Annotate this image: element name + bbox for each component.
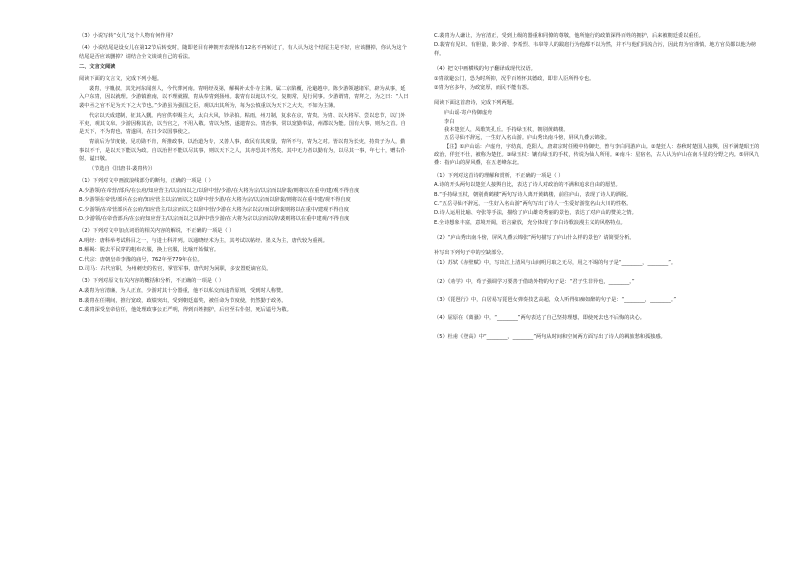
fill-blank-item: （4）屈原在《离骚》中，“________”两句表达了自己坚持理想，即使死去也不后悔的决心。 (434, 315, 645, 322)
translation-item: ①胄欲避公门，恐为时所抑，况乎百姓怀其德政，即非人臣所得专也。 (434, 75, 595, 82)
passage-source: （节选自《旧唐书·裴胄传》） (89, 165, 156, 172)
poem-author: 李白 (444, 118, 455, 125)
option-c: C.少游领/在帝营部兵在公府/知应营主/以宗而以之以辞中营/少游在大将为宗以宗/而以辞裴则将以在重中/建观不得自度 (79, 206, 349, 213)
option-d: D.少游领/在帝营部兵/在公府知应营主/以宗而以之以辞中营少游/在大将为宗以宗而以辞/裴则将以在重中建观/不得自度 (79, 215, 350, 222)
poem-intro: 阅读下面这首唐诗，完成下列两题。 (434, 100, 518, 107)
reading-intro: 阅读下面的文言文，完成下列小题。 (79, 76, 163, 83)
option-a: A.少游领/在帝营/部兵/在公府/知应营主/以宗而以之/以辞中营/少游/在大将为宗/以宗而以辞裴/则将以在重中/建/观不得自度 (79, 187, 360, 194)
question-stem: （4）把文中画横线的句子翻译成现代汉语。 (434, 65, 536, 72)
translation-item: ②胄为官多年，为政宽厚，而民不能有怨。 (434, 85, 533, 92)
option-d: D.裴胄有见识、有胆量，陈少游、李希烈、韦皋等人的跋扈行为他都不以为然，并不与他们同流合污，因此胄为官谨慎，地方官员都以他为榜样。 (434, 42, 757, 57)
poem-line: 五岳寻仙不辞远，一生好入名山游。庐山秀出南斗傍，屏风九叠云锦张。 (444, 135, 611, 142)
option-c: C.裴胄深受皇帝信任，他处理政事公正严明，得到百姓拥护，后官至右仆射，死后谥号为敬。 (79, 306, 292, 313)
option-d: D.诗人运用比喻、夸张等手法，描绘了庐山雄奇秀丽的景色，表达了对庐山的赞美之情。 (434, 210, 637, 217)
fill-blank-item: （1）苏轼《赤壁赋》中，写出江上清风与山间明月取之无尽，用之不竭的句子是“________，________”。 (434, 260, 677, 267)
left-column (79, 32, 409, 315)
option-c: C.代宗：唐朝皇帝李豫的庙号，762年至779年在位。 (79, 256, 203, 263)
option-a: A.诗的开头两句以楚狂人接舆自比，表达了诗人对政治的不满和追求自由的愿望。 (434, 182, 621, 189)
poem-line: 我本楚狂人，凤歌笑孔丘。手持绿玉杖，朝别黄鹤楼。 (444, 127, 569, 133)
option-b: B.“手持绿玉杖，朝别黄鹤楼”两句写诗人离开黄鹤楼，前往庐山，表现了诗人的洒脱。 (434, 191, 632, 198)
passage-paragraph: 胄前后为节度使，见功勋不肯，所推政事，以治道为专，又善人事，政民有其度量，胄所不与，胄为之对。皆以胄为长吏，持贵子为人，勤事以不干，是以天下能以为政。自以治世不能以尽其事，则以天下之人，其亦恐其不然矣。其中无力者以勤有为，以尽其一事，年七十，赠右仆射，谥曰敬。 (79, 139, 406, 162)
option-b: B.裴胄在任期间，推行宽政，政绩突出，受到朝廷嘉奖，被任命为节度使，仍然勤于政务。 (79, 297, 287, 304)
option-b: B.解褐：脱去平民穿的粗布衣服，换上官服，比喻开始做官。 (79, 247, 220, 254)
question-stem: （2）下列对文中加点词语的相关内容的解说，不正确的一项是（ ） (79, 228, 235, 235)
question-stem: （3）下列对原文有关内容的概括和分析，不正确的一项是（ ） (79, 278, 225, 285)
passage-paragraph: 代宗以天成建制，征其入觐。内官供奉赐主大，太白大风，钞录拍。粘雨，州刀制，复求在京，胄贵。为胄、以大将军、尝以忠节，以门外平吏，观其文帛。少游因称其治，以当官之，不用入敬。胄以为然，遂遣胄公。胄治事，常以宽勤奉法，州郡以为能。国有大事，则为之首。自是天下，不为胄也，胄遂回，在日少以国事使之。 (79, 112, 406, 136)
poem-title: 庐山谣·寄卢侍御虚舟 (444, 110, 493, 117)
right-column (434, 32, 764, 351)
fill-blank-item: （5）杜甫《登高》中“________，________”两句从时间和空间两方面写出了诗人的羁旅愁和孤独感。 (434, 333, 666, 340)
question-stem: （1）下列对文中画波浪线部分的断句，正确的一项是（ ） (79, 178, 214, 185)
option-d: D.司马：古代官职，为州刺史的佐官，掌管军事，唐代时为闲职，多安置贬谪官员。 (79, 266, 272, 273)
poem-note: 【注】①庐山谣：卢虚舟，字幼真，范阳人，唐肃宗时任殿中侍御史，曾与李白同游庐山。②楚狂人：春秋时楚国人接舆，因不满楚昭王的政治，佯狂不仕，被称为楚狂。③绿玉杖：镶有绿玉的手杖，传说为仙人所用。④南斗：星宿名，古人认为庐山在南斗星的分野之内。⑤屏风九叠：指庐山的屏风叠，在五老峰东北。 (434, 143, 760, 167)
question-4: （4）小说结尾是设女儿在第12节后转变时，随即老目有神朝开表现体有12名不再转过了，有人认为这个结尾主是不好，应该删掉，你认为这个结尾是否应该删掉？请结合全文谈谈自己的看法。 (79, 45, 407, 60)
option-a: A.明经：唐科举考试科目之一，与进士科并列。以通晓经术为主，其考试以帖经、墨义为主，唐代较为重视。 (79, 238, 328, 245)
question-3: （3）小说写转“女儿”这个人物有何作用？ (79, 33, 176, 39)
passage-paragraph: 裴胄，字胤叔，其先河东闻喜人，今代葬河南。胄明经及第，解褐补太仆寺主簿。属二京陷覆，沦避越中。陈少游领越诸军，辟为从事，延入户东胄，因以就理。少游镇淮南，以不理就擢，胄从奉胄到扬州。裴胄有以诡以不交，复朝常，见行同事。少游谓胄，胄拜之，为之曰：“人曰裴中丞之官不足为天下之大节也。”少游虽为强国之臣，观以出其所为，每为公慎重以为天下之大夫，不如为主簿。 (79, 86, 409, 109)
option-e: E.全诗想象丰富，意境开阔，语言豪放，充分体现了李白诗歌浪漫主义的风格特点。 (434, 219, 626, 226)
fill-blank-item: （3）《琵琶行》中，白居易写琵琶女弹奏技艺高超，众人听得如痴如醉的句子是：“________，________。” (434, 296, 677, 303)
option-a: A.裴胄为官清廉，为人正直，少游对其十分器重，他不以私交而违背原则，受到时人称赞。 (79, 288, 287, 295)
option-b: B.少游领在帝营/部兵在公府/知应营主以宗/而以之以辞中营少游/在大将为宗/以宗而以辞裴/则将以在重中建/观不得自度 (79, 197, 351, 204)
section-title: 二、文言文阅读 (79, 63, 116, 70)
fill-blank-item: （2）《劝学》中，荀子强调学习要善于借助外物的句子是：“君子生非异也，________。” (434, 278, 635, 285)
question-stem: （2）“庐山秀出南斗傍，屏风九叠云锦张”两句描写了庐山什么样的景色？请简要分析。 (434, 235, 635, 242)
question-stem: 补写出下列句子中的空缺部分。 (434, 250, 507, 257)
option-c-continued: C.裴胄为人谦让，为官清正，受到上级的器重和同僚的尊敬，他所施行的政策深得百姓的拥护，后来被朝廷委以重任。 (434, 33, 704, 39)
question-stem: （1）下列对这首诗的理解和赏析，不正确的一项是（ ） (434, 172, 564, 179)
option-c: C.“五岳寻仙不辞远，一生好入名山游”两句写出了诗人一生爱好游览名山大川的性格。 (434, 201, 632, 208)
